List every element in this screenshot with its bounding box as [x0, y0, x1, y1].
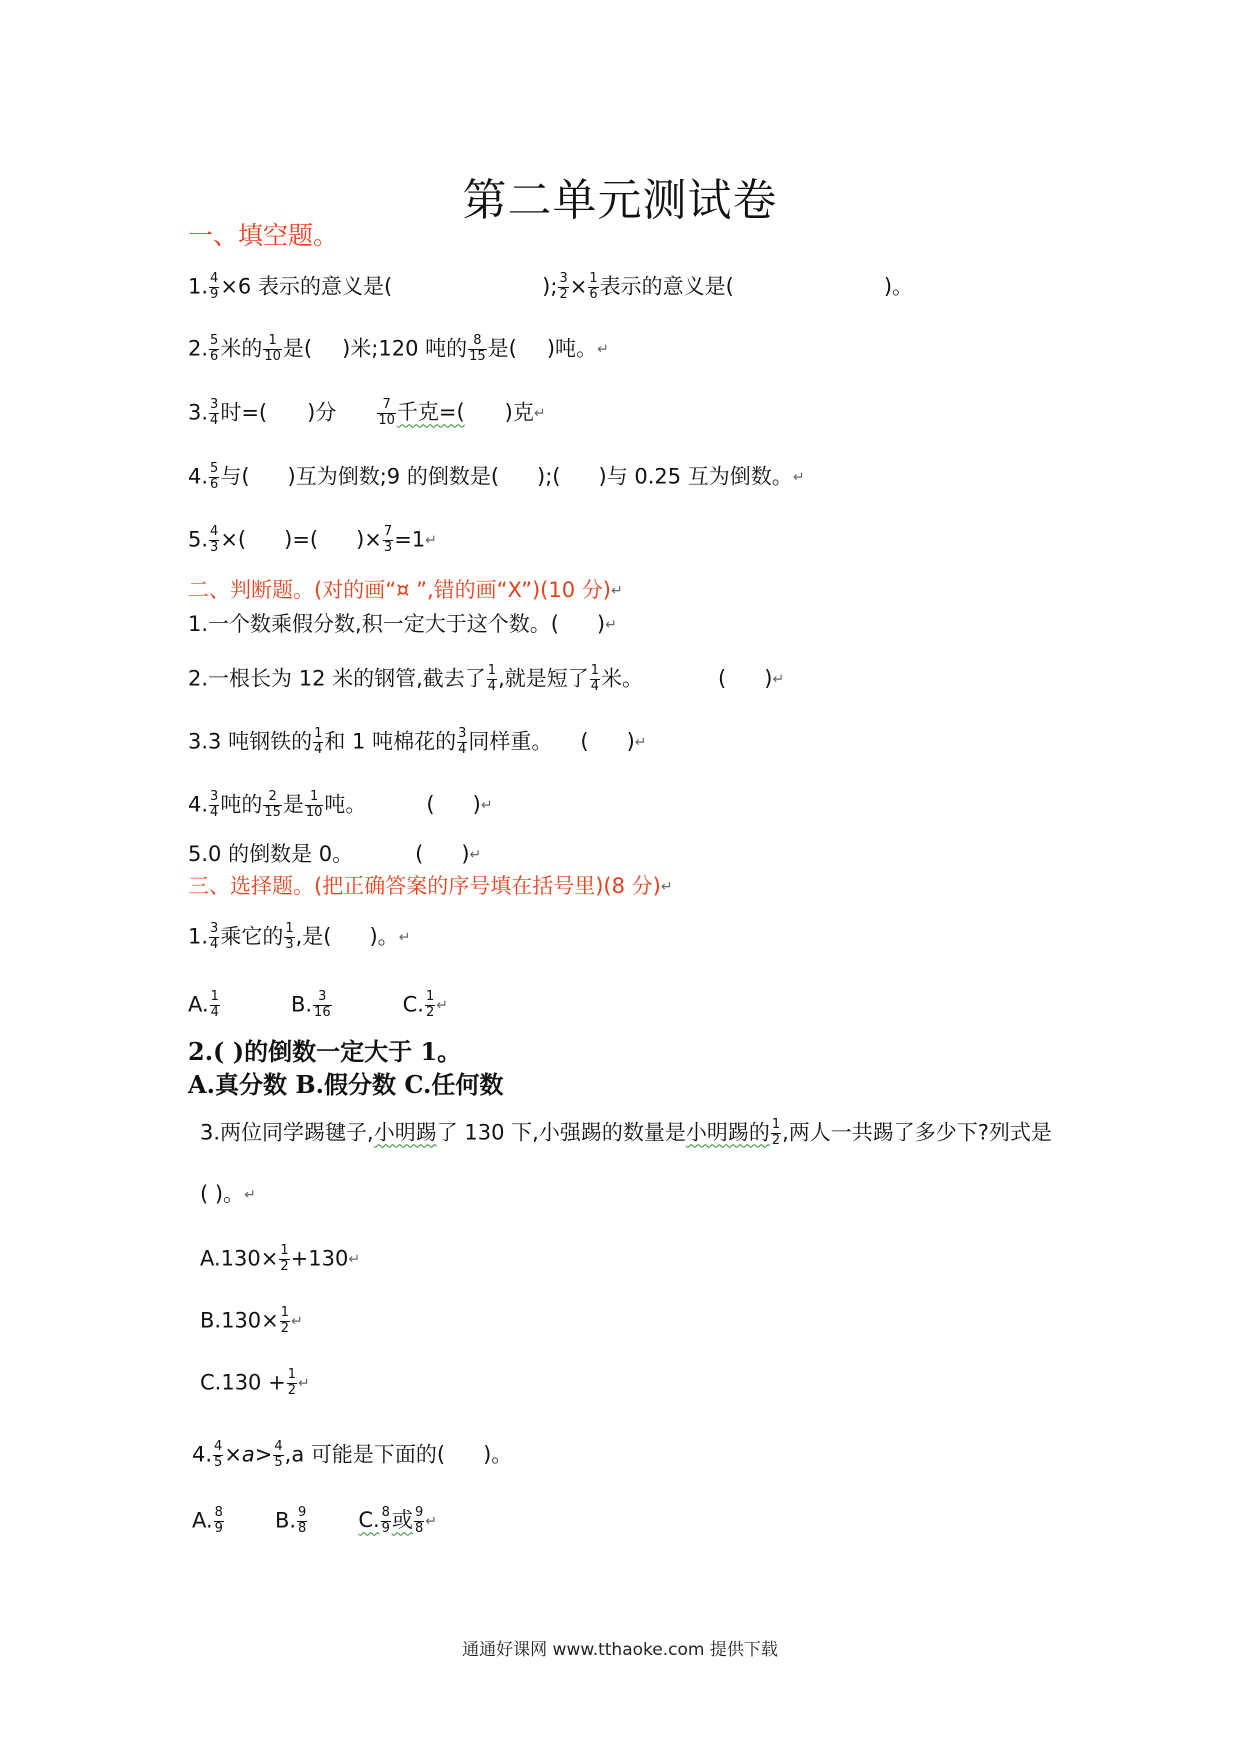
- q-text: );(: [537, 464, 561, 489]
- fraction: $\frac{9}{8}$: [298, 1505, 307, 1536]
- q-text: ,两人一共踢了多少下?列式是: [782, 1120, 1052, 1145]
- q-text: 1.一个数乘假分数,积一定大于这个数。(: [188, 612, 559, 636]
- q-text: 与(: [220, 464, 250, 489]
- q-text: )米;120 吨的: [342, 336, 468, 361]
- q-text: 1.: [188, 924, 209, 949]
- fraction: $\frac{2}{15}$: [264, 789, 281, 820]
- q-text: 小明踢的: [685, 1120, 770, 1145]
- fraction: $\frac{3}{16}$: [314, 989, 331, 1020]
- return-mark-icon: ↵: [605, 617, 617, 633]
- q-text: ): [596, 612, 606, 636]
- answer-paren: ): [461, 842, 470, 866]
- s3-q4-options: [192, 1506, 437, 1537]
- fraction: $\frac{3}{4}$: [210, 789, 219, 820]
- q-number: 3.: [188, 400, 209, 425]
- fraction: $\frac{8}{9}$: [214, 1505, 223, 1536]
- s3-q2-options: A.真分数 B.假分数 C.任何数: [188, 1070, 504, 1099]
- fraction: $\frac{4}{9}$: [210, 271, 219, 302]
- answer-paren: (: [426, 792, 435, 817]
- return-mark-icon: ↵: [425, 1513, 437, 1530]
- fraction: $\frac{3}{4}$: [458, 726, 467, 757]
- q-text: 是(: [282, 336, 313, 361]
- q-text: 乘它的: [220, 924, 284, 949]
- fraction: $\frac{5}{6}$: [210, 461, 219, 492]
- q-text: 同样重。: [468, 729, 553, 754]
- s2-question-3: [188, 727, 647, 758]
- fraction: $\frac{1}{2}$: [280, 1243, 289, 1274]
- q-text: )。: [883, 274, 914, 299]
- q-text: ,就是短了: [498, 666, 589, 691]
- return-mark-icon: ↵: [634, 734, 647, 751]
- fraction: $\frac{1}{10}$: [305, 789, 323, 820]
- s3-q3-option-b: B.130× $\frac{1}{2}$ ↵: [200, 1305, 303, 1336]
- fraction: $\frac{8}{15}$: [469, 333, 486, 364]
- return-mark-icon: ↵: [436, 997, 448, 1014]
- return-mark-icon: ↵: [425, 532, 437, 549]
- fraction: $\frac{1}{4}$: [314, 726, 323, 757]
- fraction: $\frac{3}{4}$: [210, 921, 219, 952]
- option-c: C. $\frac{8}{9}$ 或 $\frac{9}{8}$: [358, 1505, 424, 1536]
- s3-question-3: [200, 1118, 1052, 1149]
- s1-question-4: [188, 462, 805, 493]
- fraction: $\frac{1}{2}$: [287, 1367, 296, 1398]
- fraction: $\frac{1}{3}$: [285, 921, 294, 952]
- return-mark-icon: ↵: [291, 1313, 303, 1330]
- answer-paren: ): [764, 666, 773, 691]
- q-text: )。: [369, 924, 399, 949]
- q-text: 是(: [487, 336, 517, 361]
- q-text: )互为倒数;9 的倒数是(: [287, 464, 500, 489]
- answer-paren: (: [718, 666, 727, 691]
- fraction: $\frac{5}{6}$: [210, 333, 219, 364]
- q-number: 4.: [188, 464, 209, 489]
- return-mark-icon: ↵: [297, 1375, 310, 1392]
- q-text: ( )。: [200, 1182, 245, 1206]
- q-text: )×: [356, 527, 382, 552]
- fraction: $\frac{9}{8}$: [414, 1505, 424, 1536]
- q-number: 5.: [188, 527, 209, 552]
- s3-q3-answer-line: [200, 1184, 256, 1205]
- s1-question-1: [188, 272, 913, 303]
- q-text: )克: [504, 400, 534, 425]
- return-mark-icon: ↵: [610, 583, 623, 599]
- q-text: ×a>: [224, 1442, 273, 1467]
- s3-question-1: [188, 922, 410, 953]
- q-text: 5.0 的倒数是 0。: [188, 842, 354, 866]
- answer-paren: ): [472, 792, 481, 817]
- q-text: )与 0.25 互为倒数。: [598, 464, 793, 489]
- q-text: 表示的意义是(: [599, 274, 734, 299]
- return-mark-icon: ↵: [398, 929, 411, 946]
- q-text: ,a 可能是下面的(: [284, 1442, 446, 1467]
- q-text: 米的: [220, 336, 263, 361]
- fraction: $\frac{8}{9}$: [381, 1505, 390, 1536]
- q-text: )分: [307, 400, 337, 425]
- return-mark-icon: ↵: [469, 847, 482, 863]
- option-c-label: C.: [402, 992, 424, 1017]
- option-b-label: B.: [290, 992, 313, 1017]
- return-mark-icon: ↵: [480, 797, 493, 814]
- return-mark-icon: ↵: [597, 341, 609, 358]
- fraction: $\frac{1}{4}$: [590, 663, 600, 694]
- fraction-with-unit: $\frac{7}{10}$ 千克=(: [378, 397, 465, 428]
- q-text: 3.两位同学踢毽子,: [200, 1120, 374, 1145]
- fraction: $\frac{1}{4}$: [487, 663, 497, 694]
- s3-question-4: [192, 1440, 512, 1471]
- q-text: 3.3 吨钢铁的: [188, 729, 313, 754]
- fraction: $\frac{7}{3}$: [383, 524, 393, 555]
- q-text: ×6 表示的意义是(: [220, 274, 393, 299]
- s2-question-5: [188, 844, 481, 865]
- s1-question-5: [188, 525, 437, 556]
- q-text: 2.一根长为 12 米的钢管,截去了: [188, 666, 486, 691]
- q-text: 时=(: [220, 400, 268, 425]
- return-mark-icon: ↵: [533, 405, 546, 422]
- return-mark-icon: ↵: [660, 879, 673, 895]
- return-mark-icon: ↵: [348, 1251, 361, 1268]
- q-text: );: [542, 274, 558, 299]
- q-text: )=(: [284, 527, 319, 552]
- fraction: $\frac{1}{2}$: [771, 1117, 781, 1148]
- s2-question-1: [188, 614, 617, 635]
- q-text: 了 130 下,小强踢的数量是: [436, 1120, 686, 1145]
- return-mark-icon: ↵: [244, 1187, 256, 1203]
- q-text: 和 1 吨棉花的: [324, 729, 457, 754]
- option-a-label: A.: [188, 992, 209, 1017]
- q-number: 2.: [188, 336, 209, 361]
- q-text: 米。: [601, 666, 644, 691]
- fraction: $\frac{4}{5}$: [274, 1439, 283, 1470]
- q-text: 4.: [188, 792, 209, 817]
- times-sign: ×: [569, 274, 588, 299]
- fraction: $\frac{1}{2}$: [280, 1305, 290, 1336]
- q-text: ×(: [220, 527, 247, 552]
- fraction: $\frac{3}{4}$: [210, 397, 219, 428]
- option-b-label: B.: [274, 1508, 297, 1533]
- fraction: $\frac{7}{10}$: [378, 397, 395, 428]
- q-text: 小明踢: [373, 1120, 437, 1145]
- q-text: ,是(: [295, 924, 332, 949]
- s1-question-3: [188, 398, 546, 429]
- s3-q1-options: [188, 990, 448, 1021]
- section2-heading: 二、判断题。(对的画“¤ ”,错的画“X”)(10 分)↵: [188, 578, 623, 602]
- page-footer: 通通好课网 www.tthaoke.com 提供下载: [462, 1640, 778, 1660]
- s1-question-2: [188, 334, 609, 365]
- answer-paren: ): [626, 729, 635, 754]
- fraction: $\frac{1}{10}$: [264, 333, 281, 364]
- q-text: 吨的: [220, 792, 263, 817]
- fraction: $\frac{3}{2}$: [559, 271, 568, 302]
- return-mark-icon: ↵: [792, 469, 805, 486]
- q-text: 4.: [192, 1442, 213, 1467]
- fraction: $\frac{4}{3}$: [210, 524, 219, 555]
- return-mark-icon: ↵: [772, 671, 785, 688]
- section1-heading: 一、填空题。: [188, 221, 339, 250]
- fraction: $\frac{4}{5}$: [214, 1439, 223, 1470]
- q-text: =1: [394, 527, 426, 552]
- fraction: $\frac{1}{4}$: [210, 989, 219, 1020]
- q-text: )吨。: [546, 336, 598, 361]
- s2-question-4: [188, 790, 493, 821]
- s3-q3-option-a: A.130× $\frac{1}{2}$ +130↵: [200, 1243, 361, 1274]
- s3-question-2: 2.( )的倒数一定大于 1。: [188, 1037, 462, 1066]
- answer-paren: (: [415, 842, 424, 866]
- answer-paren: (: [580, 729, 589, 754]
- s2-question-2: [188, 664, 784, 695]
- section3-heading: 三、选择题。(把正确答案的序号填在括号里)(8 分)↵: [188, 874, 673, 898]
- q-text: 是: [282, 792, 304, 817]
- fraction: $\frac{1}{2}$: [425, 989, 435, 1020]
- s3-q3-option-c: C.130 + $\frac{1}{2}$ ↵: [200, 1367, 310, 1398]
- q-text: )。: [483, 1442, 513, 1467]
- fraction: $\frac{1}{6}$: [589, 271, 598, 302]
- option-a-label: A.: [192, 1508, 213, 1533]
- page-title: 第二单元测试卷: [462, 175, 778, 226]
- q-text: 吨。: [324, 792, 367, 817]
- q-number: 1.: [188, 274, 209, 299]
